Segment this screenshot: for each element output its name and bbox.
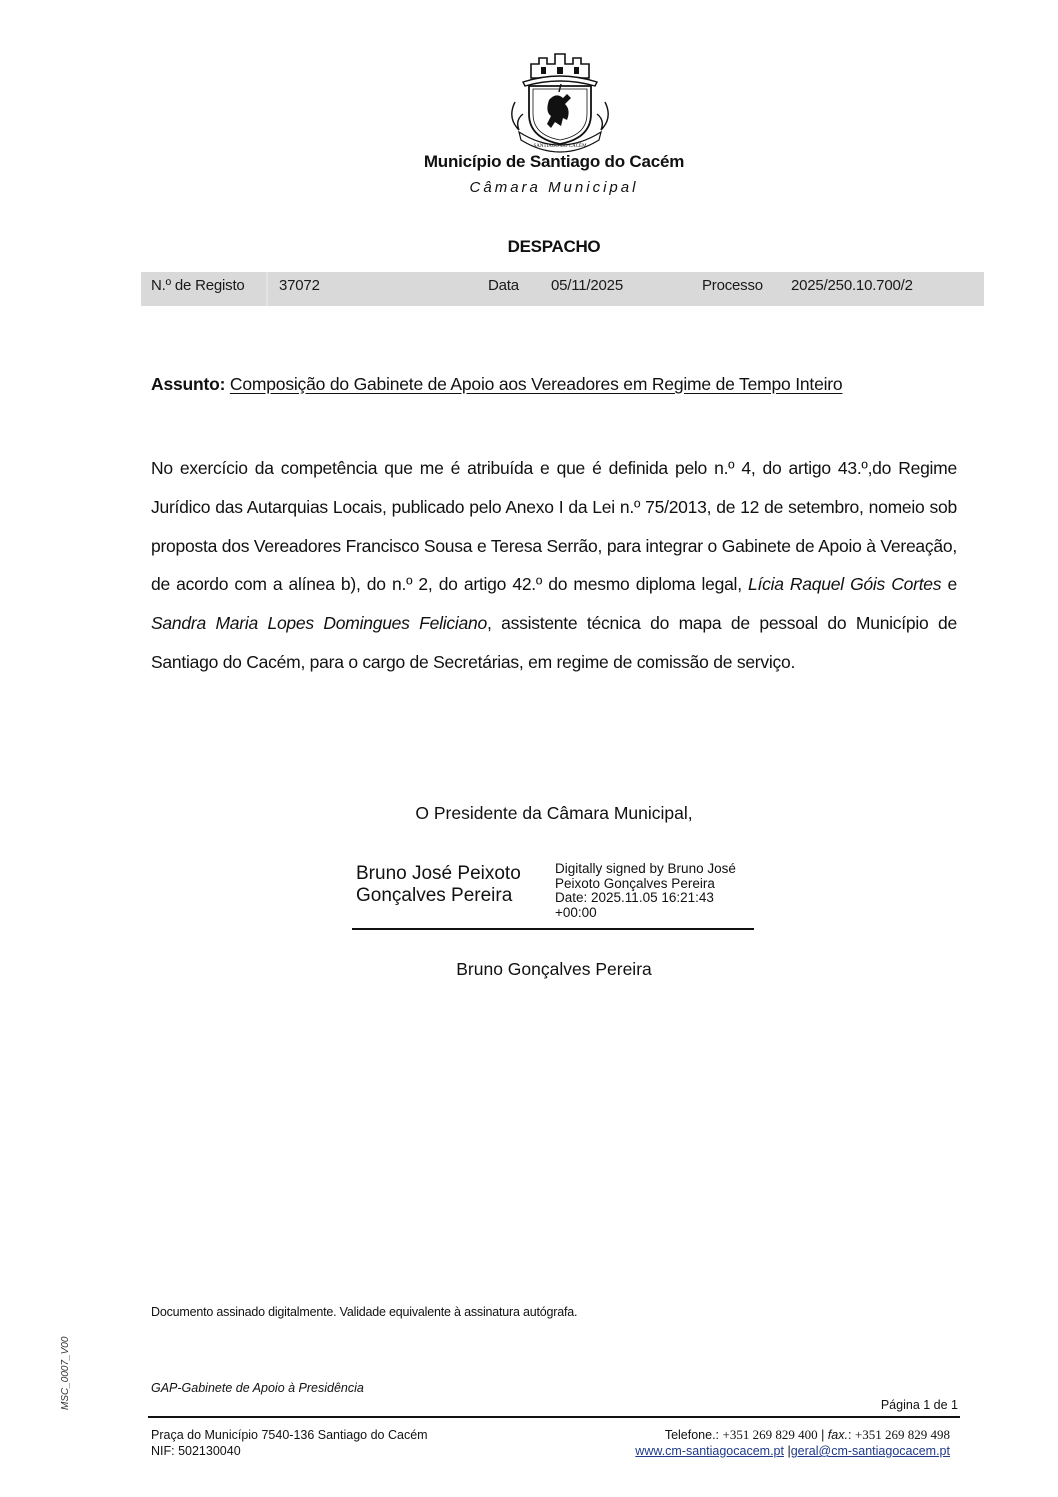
digital-signature-note: Documento assinado digitalmente. Validade equivalente à assinatura autógrafa. bbox=[151, 1305, 578, 1319]
date-label: Data bbox=[488, 277, 519, 294]
organization-subtitle: Câmara Municipal bbox=[469, 179, 639, 196]
nif: NIF: 502130040 bbox=[151, 1444, 241, 1458]
website-link[interactable]: www.cm-santiagocacem.pt bbox=[635, 1444, 784, 1458]
registry-label: N.º de Registo bbox=[151, 277, 245, 294]
department-name: GAP-Gabinete de Apoio à Presidência bbox=[151, 1381, 364, 1395]
signer-printed-name: Bruno Gonçalves Pereira bbox=[456, 959, 652, 979]
body-text-part2: , assistente técnica do mapa de pessoal do Município de Santiago do Cacém, para o cargo de Secretárias, em regime de comissão de serviço. bbox=[151, 613, 958, 672]
signature-details: Digitally signed by Bruno José Peixoto Gonçalves Pereira Date: 2025.11.05 16:21:43 +00:00 bbox=[555, 861, 736, 920]
phone-number: +351 269 829 400 bbox=[722, 1427, 818, 1442]
document-meta-bar bbox=[141, 272, 984, 306]
digital-signature-box[interactable] bbox=[352, 861, 754, 931]
meta-divider bbox=[266, 272, 268, 306]
page-number: Página 1 de 1 bbox=[880, 1398, 958, 1412]
signatory-title: O Presidente da Câmara Municipal, bbox=[415, 803, 693, 823]
appointee-name-2: Sandra Maria Lopes Domingues Feliciano bbox=[151, 613, 487, 634]
footer-divider bbox=[148, 1416, 960, 1418]
registry-value: 37072 bbox=[279, 277, 320, 294]
subject-label: Assunto: bbox=[151, 374, 226, 394]
organization-name: Município de Santiago do Cacém bbox=[423, 152, 685, 171]
municipal-crest-icon bbox=[501, 48, 619, 156]
fax-number: +351 269 829 498 bbox=[854, 1427, 950, 1442]
document-type-title: DESPACHO bbox=[507, 237, 601, 256]
body-text-part1: No exercício da competência que me é atribuída e que é definida pelo n.º 4, do artigo 43.º,do Regime Jurídico das Autarquias Locais, publicado pelo Anexo I da Lei n.º 75/2013, de 12 de setembro, nomeio sob proposta dos Vereadores Francisco Sousa e Teresa Serrão, para integrar o Gabinete de Apoio à Vereação, de acordo com a alínea b), do n.º 2, do artigo 42.º do mesmo diploma legal, bbox=[151, 458, 957, 595]
footer-contacts bbox=[560, 1427, 950, 1459]
appointee-name-1: Lícia Raquel Góis Cortes bbox=[748, 574, 942, 595]
subject-line bbox=[151, 374, 842, 395]
form-code: MSC_0007_V00 bbox=[60, 1336, 71, 1410]
email-link[interactable]: geral@cm-santiagocacem.pt bbox=[790, 1444, 950, 1458]
footer-address bbox=[151, 1427, 428, 1459]
svg-text:SANTIAGO DO CACÉM: SANTIAGO DO CACÉM bbox=[533, 144, 587, 149]
dispatch-body bbox=[151, 449, 957, 682]
subject-value: Composição do Gabinete de Apoio aos Vereadores em Regime de Tempo Inteiro bbox=[229, 374, 843, 394]
signature-line bbox=[352, 928, 754, 930]
signer-name: Bruno José Peixoto Gonçalves Pereira bbox=[356, 863, 521, 906]
phone-fax-line: Telefone.: +351 269 829 400 | fax.: +351 269 829 498 bbox=[664, 1427, 950, 1442]
web-email-line: www.cm-santiagocacem.pt |geral@cm-santiagocacem.pt bbox=[635, 1444, 950, 1458]
process-value: 2025/250.10.700/2 bbox=[791, 277, 913, 294]
process-label: Processo bbox=[702, 277, 763, 294]
body-conjunction: e bbox=[941, 574, 957, 595]
address: Praça do Município 7540-136 Santiago do Cacém bbox=[151, 1428, 428, 1442]
date-value: 05/11/2025 bbox=[551, 277, 623, 294]
